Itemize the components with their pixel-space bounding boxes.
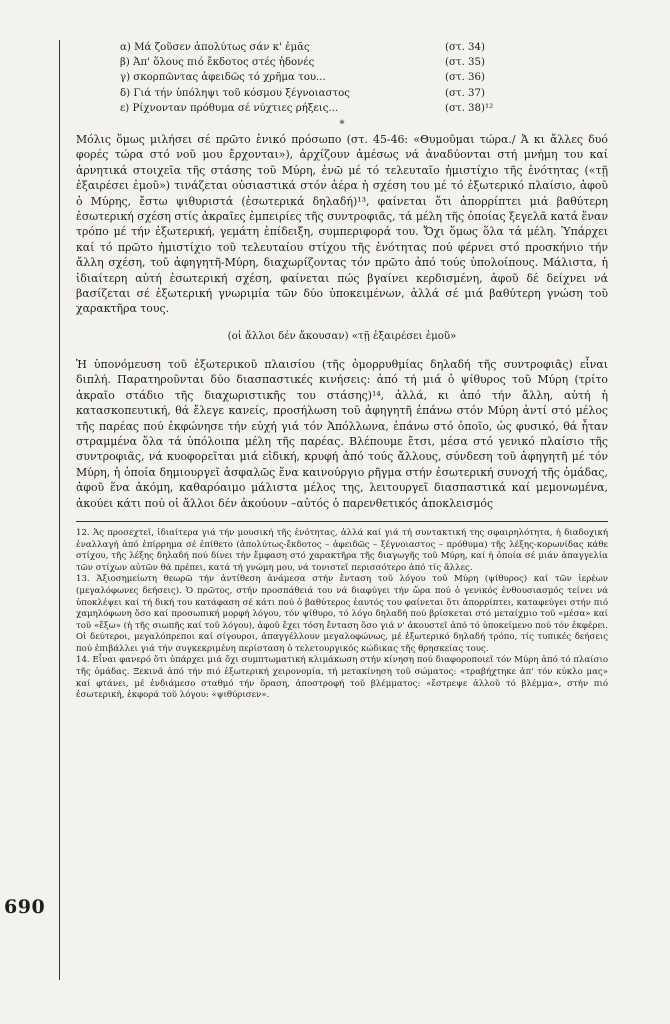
list-item-text: γ) σκορπῶντας ἀφειδῶς τό χρῆμα του... — [120, 72, 326, 84]
list-item — [120, 86, 608, 101]
footnote-rule — [76, 521, 608, 522]
footnote-14: 14. Εἶναι φανερό ὅτι ὑπάρχει μιά ὄχι συμπτωματική κλιμάκωση στήν κίνηση πού διαφοροποιεῖ τόν Μύρη ἀπό τό πλαίσιο τῆς ὁμάδας. Ξεκινᾶ ἀπό τήν πιό ἐξωτερική χειρονομία, τή μετακίνηση τοῦ σώματος: «τραβήχτηκε ἀπ' τόν κύκλο μας» καί φτάνει, μέ ἐνδιάμεσο σταθμό τήν ὅραση, ἀποστροφή τοῦ βλέμματος: «ἔστρεψε ἀλλοῦ τό βλέμμα», στήν πιό ἐσωτερική, ἐκφορά τοῦ λόγου: «ψιθύρισεν». — [76, 655, 608, 701]
section-separator: * — [339, 119, 345, 131]
verse-list — [120, 40, 608, 116]
margin-rule — [59, 40, 60, 980]
body-paragraph-2: Ἡ ὑπονόμευση τοῦ ἐξωτερικοῦ πλαισίου (τῆς ὁμορρυθμίας δηλαδή τῆς συντροφιᾶς) εἶναι διπλή. Παρατηροῦνται δύο διασπαστικές κινήσεις: ἀπό τή μιά ὁ ψίθυρος τοῦ Μύρη (τρίτο ἀκραῖο στάδιο τῆς διαχωριστικῆς του στάσης)¹⁴, ἀλλά, κι ἀπό τήν ἄλλη, αὐτή ἡ κατασκοπευτική, θά ἔλεγε κανείς, προσήλωση τοῦ ἀφηγητῆ ἐπάνω στόν Μύρη ἀντί στό μέλος τῆς παρέας πού ἐκφώνησε τήν εὐχή γιά τόν Ἀπόλλωνα, ἐπάνω στό ὁποῖο, ὡς φυσικό, θά ἦταν στραμμένα ὅλα τά ὑπόλοιπα μέλη τῆς παρέας. Βλέπουμε ἔτσι, μέσα στό γενικό πλαίσιο τῆς συντροφιᾶς, νά κυοφορεῖται μιά εἰδική, κρυφή ἀπό τούς ἄλλους, σύνδεση τοῦ ἀφηγητῆ μέ τόν Μύρη, ἡ ὁποία δημιουργεῖ ἀσφαλῶς ἕνα καινούργιο ρῆγμα στήν ἐσωτερική συνοχή τῆς ὁμάδας, ἀφοῦ ἕνα ἀκόμη, καθαρόαιμο μάλιστα μέλος της, λειτουργεῖ διασπαστικά καί μεμονωμένα, ἀκούει κάτι πού οἱ ἄλλοι δέν ἀκούουν –αὐτός ὁ παρενθετικός ἀποκλεισμός — [76, 357, 608, 510]
list-item — [120, 55, 608, 70]
footnote-12: 12. Ἀς προσεχτεῖ, ἰδιαίτερα γιά τήν μουσική τῆς ἑνότητας, ἀλλά καί γιά τή συντακτική της σφαιρηλότητα, ἡ διαδοχική ἐναλλαγή ἀπό ἐπίρρημα σέ ἐπίθετο (ἀπολύτως-ἔκδοτος – ἀφειδῶς – ξέγνοιαστος – πρόθυμα) τῆς λέξης-κορωνίδας κάθε στίχου, τῆς λέξης δηλαδή πού δίνει τήν ἔμφαση στό χαρακτῆρα τῆς διαγωγῆς τοῦ Μύρη, καί ἡ ὁποία σέ μιάν ἀπαγγελία τῶν στίχων αὐτῶν θά πρέπει, κατά τή γνώμη μου, νά τονιστεῖ περισσότερο ἀπό τίς ἄλλες. — [76, 527, 608, 573]
list-item-ref: (στ. 38)¹² — [445, 102, 494, 114]
list-item-text: β) Ἀπ' ὅλους πιό ἔκδοτος στές ἡδονές — [120, 57, 315, 69]
list-item-text: α) Μά ζοῦσεν ἀπολύτως σάν κ' ἐμᾶς — [120, 42, 310, 53]
footnote-13: 13. Ἀξιοσημείωτη θεωρῶ τήν ἀντίθεση ἀνάμεσα στήν ἔνταση τοῦ λόγου τοῦ Μύρη (ψίθυρος) καί τῶν ἱερέων (μεγαλόφωνες δεήσεις). Ὁ πρῶτος, στήν προσπάθειά του νά διαφύγει τήν ὥρα πού ὁ γενικός ἐνθουσιασμός τείνει νά ὑποκλέψει καί τή δική του κατάφαση σέ κάτι πού ὁ βαθύτερος ἑαυτός του φαίνεται ὅτι ἀπορρίπτει, καταφεύγει στήν πιό χαμηλόφωνη ὅσο καί προσωπική μορφή λόγου, τόν ψίθυρο, τό λόγο δηλαδή πού βρίσκεται στό μεταίχμιο τοῦ «μέσα» καί τοῦ «ἔξω» (ἡ τῆς σιωπῆς καί τοῦ λόγου), ἀφοῦ ἔχει τόση ἔνταση ὅσο γιά ν' ἀκουστεῖ ἀπό τό ὑποκείμενο πού τόν ἐκφέρει. Οἱ δεύτεροι, μεγαλόπρεποι καί σίγουροι, ἀπαγγέλλουν μεγαλοφώνως, μέ ἐξωτερικό δηλαδή τρόπο, τίς τυπικές δεήσεις πού ἐπιβάλλει γιά τήν συγκεκριμένη περίσταση ὁ τελετουργικός κώδικας τῆς θρησκείας τους. — [76, 574, 608, 654]
quote-line: (οἱ ἄλλοι δέν ἄκουσαν) «τῇ ἐξαιρέσει ἐμοῦ» — [227, 330, 457, 342]
list-item — [120, 70, 608, 85]
text-column — [76, 40, 608, 702]
list-item-text: δ) Γιά τήν ὑπόληψι τοῦ κόσμου ξέγνοιαστος — [120, 87, 350, 99]
list-item-text: ε) Ρίχνονταν πρόθυμα σέ νύχτιες ρήξεις... — [120, 102, 339, 114]
list-item — [120, 40, 608, 55]
list-item-ref: (στ. 34) — [445, 42, 485, 53]
list-item — [120, 101, 608, 116]
list-item-ref: (στ. 35) — [445, 57, 485, 69]
list-item-ref: (στ. 36) — [445, 72, 485, 84]
list-item-ref: (στ. 37) — [445, 87, 485, 99]
page-number: 690 — [4, 896, 46, 918]
body-paragraph-1: Μόλις ὅμως μιλήσει σέ πρῶτο ἑνικό πρόσωπο (στ. 45-46: «Θυμοῦμαι τώρα./ Ἀ κι ἄλλες δυό φορές τώρα στό νοῦ μου ἔρχονται»), ἀρχίζουν ἀμέσως νά ἀναδύονται στή μνήμη του καί ἀρνητικά στοιχεῖα τῆς στάσης τοῦ Μύρη, ἐνῶ μέ τό τελευταῖο ἡμιστίχιο τῆς ἑνότητας («τῇ ἐξαιρέσει ἐμοῦ») τινάζεται οὐσιαστικά στόν ἀέρα ἡ σχέση του μέ τό ἐξωτερικό πλαίσιο, ἀφοῦ ὁ Μύρης, ἔστω ψιθυριστά (ἐσωτερικά δηλαδή)¹³, φαίνεται ὅτι ἀπορρίπτει μιά βαθύτερη ἐσωτερική σχέση στίς ἀκραῖες ἐμπειρίες τῆς συντροφιᾶς, τά μέλη τῆς ὁποίας ξεγελᾶ κατά ἕναν τρόπο μέ τήν ἐξωτερική, γεμάτη ἐπίδειξη, συμπεριφορά του. Ὄχι ὅμως ὅλα τά μέλη. Ὑπάρχει καί τό πρῶτο ἡμιστίχιο τοῦ τελευταίου στίχου τῆς ἑνότητας πού φέρνει στό προσκήνιο τήν ἄλλη σχέση, τοῦ ἀφηγητῆ-Μύρη, διαχωρίζοντας τόν πρῶτο ἀπό τούς ὑπολοίπους. Μάλιστα, ἡ ἰδιαίτερη αὐτή ἐσωτερική σχέση, φαίνεται πώς βγαίνει κερδισμένη, ἀφοῦ δέ δείχνει νά βασίζεται σέ ἐξωτερική γνωριμία τῶν δύο ὑποκειμένων, ἀλλά σέ μιά βαθύτερη γνώση τοῦ χαρακτῆρα τους. — [76, 133, 608, 316]
